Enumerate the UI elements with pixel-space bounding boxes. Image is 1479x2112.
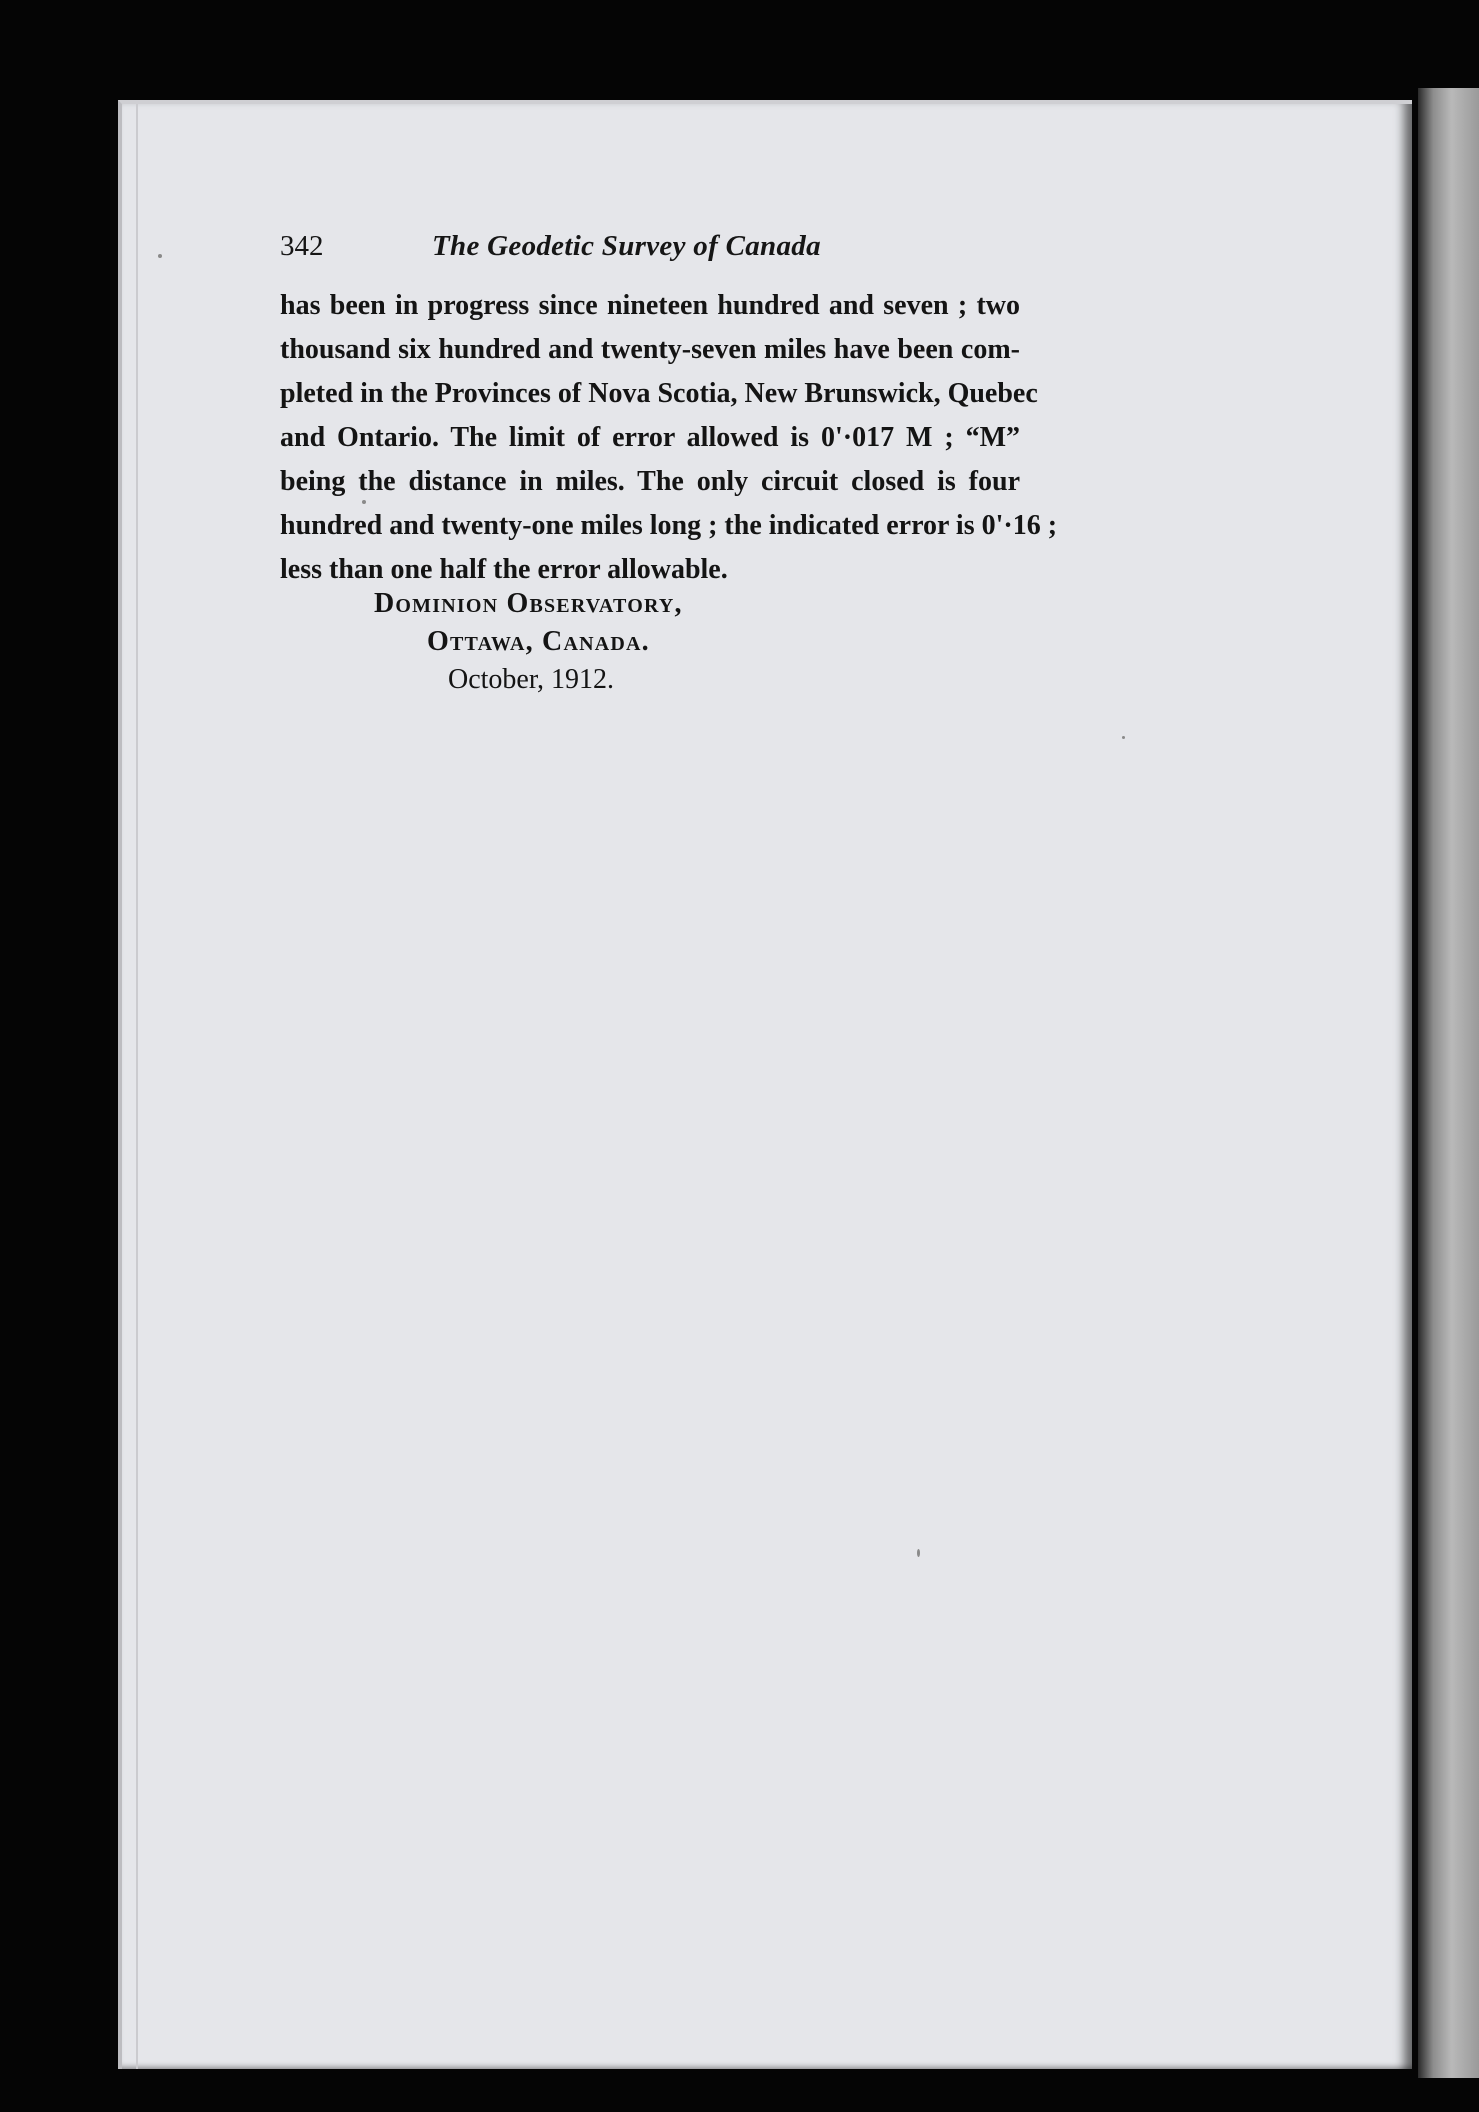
text-line: hundred and twenty-one miles long ; the indicated error is 0'·16 ; — [280, 510, 1058, 541]
body-paragraph — [280, 284, 1058, 592]
running-header — [280, 230, 1020, 276]
running-title: The Geodetic Survey of Canada — [432, 230, 821, 262]
signature-location: Ottawa, Canada. — [427, 626, 650, 657]
text-line: has been in progress since nineteen hundred and seven ; two — [280, 290, 1020, 321]
scan-speck — [158, 254, 162, 258]
signature-institution: Dominion Observatory, — [374, 588, 683, 619]
page-number: 342 — [280, 230, 324, 262]
page-margin-line — [136, 104, 138, 2069]
text-line: thousand six hundred and twenty-seven miles have been com- — [280, 334, 1020, 365]
text-line: less than one half the error allowable. — [280, 554, 728, 585]
text-line: and Ontario. The limit of error allowed is 0'·017 M ; “M” — [280, 422, 1020, 453]
text-line: being the distance in miles. The only circuit closed is four — [280, 466, 1020, 497]
signature-date: October, 1912. — [448, 664, 615, 695]
scan-speck — [1122, 736, 1125, 739]
text-line: pleted in the Provinces of Nova Scotia, New Brunswick, Quebec — [280, 378, 1038, 409]
scan-speck — [917, 1549, 920, 1557]
adjacent-page-edge — [1418, 88, 1479, 2078]
